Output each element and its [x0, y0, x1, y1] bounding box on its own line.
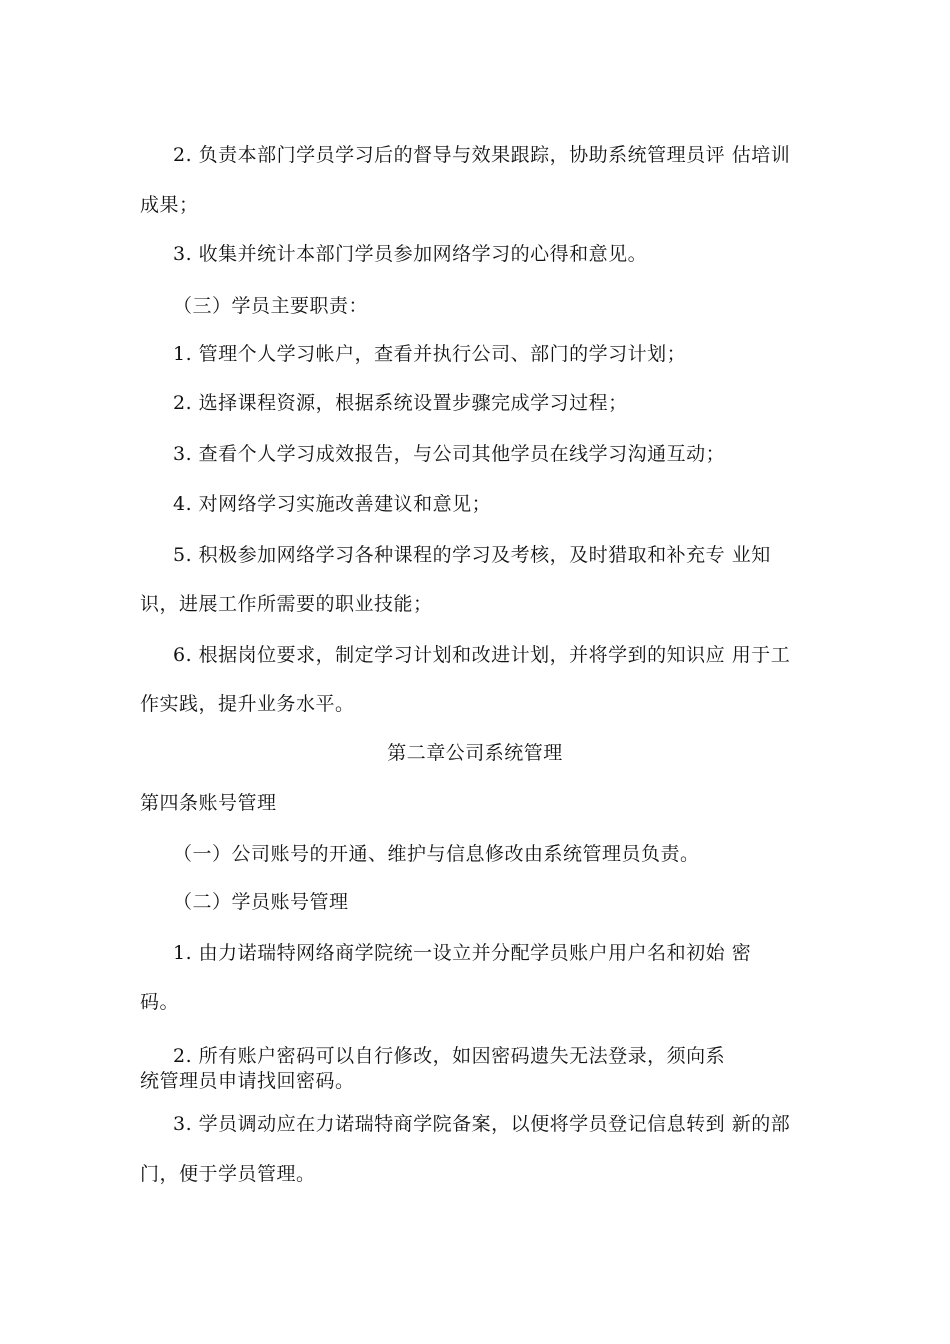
paragraph-line: 5. 积极参加网络学习各种课程的学习及考核，及时猎取和补充专 业知 — [173, 544, 771, 566]
paragraph-line: 门，便于学员管理。 — [140, 1163, 316, 1185]
paragraph-line: 3. 学员调动应在力诺瑞特商学院备案，以便将学员登记信息转到 新的部 — [173, 1113, 791, 1135]
section-heading: （三）学员主要职责： — [173, 295, 369, 317]
paragraph-line: 成果； — [140, 194, 199, 216]
paragraph-line: 识，进展工作所需要的职业技能； — [140, 593, 433, 615]
paragraph-line: （一）公司账号的开通、维护与信息修改由系统管理员负责。 — [173, 843, 700, 865]
article-heading: 第四条账号管理 — [140, 792, 277, 814]
section-heading: （二）学员账号管理 — [173, 891, 349, 913]
paragraph-line: 2. 所有账户密码可以自行修改，如因密码遗失无法登录，须向系 — [173, 1045, 726, 1067]
paragraph-line: 1. 由力诺瑞特网络商学院统一设立并分配学员账户用户名和初始 密 — [173, 942, 752, 964]
paragraph-line: 4. 对网络学习实施改善建议和意见； — [173, 493, 492, 515]
chapter-title: 第二章公司系统管理 — [387, 742, 563, 764]
paragraph-line: 码。 — [140, 991, 180, 1013]
paragraph-line: 1. 管理个人学习帐户，查看并执行公司、部门的学习计划； — [173, 343, 687, 365]
paragraph-line: 6. 根据岗位要求，制定学习计划和改进计划，并将学到的知识应 用于工 — [173, 644, 791, 666]
paragraph-line: 2. 负责本部门学员学习后的督导与效果跟踪，协助系统管理员评 估培训 — [173, 144, 791, 166]
paragraph-line: 作实践，提升业务水平。 — [140, 693, 355, 715]
paragraph-line: 统管理员申请找回密码。 — [140, 1070, 355, 1092]
paragraph-line: 2. 选择课程资源，根据系统设置步骤完成学习过程； — [173, 392, 628, 414]
paragraph-line: 3. 收集并统计本部门学员参加网络学习的心得和意见。 — [173, 243, 648, 265]
paragraph-line: 3. 查看个人学习成效报告，与公司其他学员在线学习沟通互动； — [173, 443, 726, 465]
